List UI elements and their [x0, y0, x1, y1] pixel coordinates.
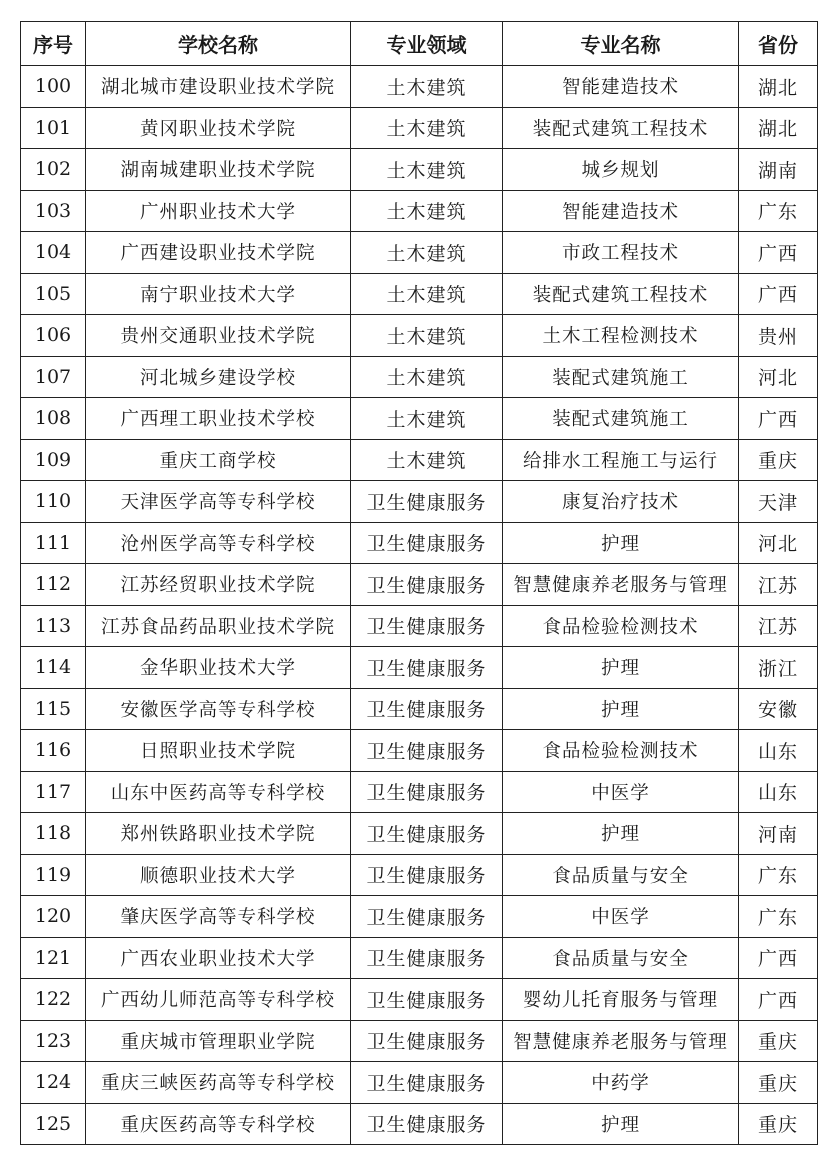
serial-number-cell: 104: [21, 232, 86, 274]
header-row: [21, 22, 818, 66]
school-name-cell: 肇庆医学高等专科学校: [86, 896, 351, 938]
table-row: [21, 522, 818, 564]
serial-number-cell: 111: [21, 522, 86, 564]
major-field-cell: 土木建筑: [351, 439, 503, 481]
header-province: 省份: [739, 22, 818, 66]
major-field-cell: 卫生健康服务: [351, 647, 503, 689]
province-cell: 湖北: [739, 107, 818, 149]
serial-number-cell: 117: [21, 771, 86, 813]
major-name-cell: 食品检验检测技术: [503, 730, 739, 772]
table-row: [21, 398, 818, 440]
serial-number-cell: 113: [21, 605, 86, 647]
province-cell: 贵州: [739, 315, 818, 357]
table-row: [21, 605, 818, 647]
province-cell: 广西: [739, 273, 818, 315]
table-row: [21, 979, 818, 1021]
serial-number-cell: 102: [21, 149, 86, 191]
major-field-cell: 土木建筑: [351, 232, 503, 274]
major-name-cell: 给排水工程施工与运行: [503, 439, 739, 481]
school-name-cell: 河北城乡建设学校: [86, 356, 351, 398]
school-name-cell: 南宁职业技术大学: [86, 273, 351, 315]
major-name-cell: 城乡规划: [503, 149, 739, 191]
serial-number-cell: 100: [21, 66, 86, 108]
table-row: [21, 1062, 818, 1104]
school-name-cell: 金华职业技术大学: [86, 647, 351, 689]
table-body: [21, 66, 818, 1145]
serial-number-cell: 109: [21, 439, 86, 481]
major-field-cell: 卫生健康服务: [351, 688, 503, 730]
major-name-cell: 智能建造技术: [503, 66, 739, 108]
header-major-name: 专业名称: [503, 22, 739, 66]
major-name-cell: 智能建造技术: [503, 190, 739, 232]
major-name-cell: 护理: [503, 813, 739, 855]
table-row: [21, 190, 818, 232]
major-field-cell: 土木建筑: [351, 315, 503, 357]
school-name-cell: 广州职业技术大学: [86, 190, 351, 232]
school-name-cell: 山东中医药高等专科学校: [86, 771, 351, 813]
major-name-cell: 土木工程检测技术: [503, 315, 739, 357]
serial-number-cell: 122: [21, 979, 86, 1021]
serial-number-cell: 115: [21, 688, 86, 730]
table-row: [21, 273, 818, 315]
major-name-cell: 装配式建筑工程技术: [503, 273, 739, 315]
school-name-cell: 江苏经贸职业技术学院: [86, 564, 351, 606]
serial-number-cell: 121: [21, 937, 86, 979]
major-name-cell: 护理: [503, 688, 739, 730]
major-field-cell: 卫生健康服务: [351, 564, 503, 606]
province-cell: 广东: [739, 190, 818, 232]
table-row: [21, 1020, 818, 1062]
province-cell: 广西: [739, 398, 818, 440]
school-major-table: [20, 21, 818, 1145]
table-row: [21, 232, 818, 274]
major-name-cell: 中医学: [503, 771, 739, 813]
table-row: [21, 481, 818, 523]
table-row: [21, 149, 818, 191]
major-name-cell: 装配式建筑工程技术: [503, 107, 739, 149]
table-row: [21, 107, 818, 149]
school-name-cell: 天津医学高等专科学校: [86, 481, 351, 523]
major-field-cell: 卫生健康服务: [351, 813, 503, 855]
serial-number-cell: 105: [21, 273, 86, 315]
school-name-cell: 黄冈职业技术学院: [86, 107, 351, 149]
serial-number-cell: 124: [21, 1062, 86, 1104]
province-cell: 江苏: [739, 564, 818, 606]
major-field-cell: 土木建筑: [351, 190, 503, 232]
serial-number-cell: 123: [21, 1020, 86, 1062]
school-name-cell: 广西幼儿师范高等专科学校: [86, 979, 351, 1021]
header-serial-number: 序号: [21, 22, 86, 66]
table-row: [21, 937, 818, 979]
province-cell: 山东: [739, 730, 818, 772]
province-cell: 广西: [739, 232, 818, 274]
serial-number-cell: 118: [21, 813, 86, 855]
school-name-cell: 广西建设职业技术学院: [86, 232, 351, 274]
major-field-cell: 土木建筑: [351, 107, 503, 149]
school-name-cell: 江苏食品药品职业技术学院: [86, 605, 351, 647]
table-row: [21, 813, 818, 855]
school-name-cell: 日照职业技术学院: [86, 730, 351, 772]
major-name-cell: 护理: [503, 1103, 739, 1145]
province-cell: 重庆: [739, 1062, 818, 1104]
school-name-cell: 湖南城建职业技术学院: [86, 149, 351, 191]
school-name-cell: 贵州交通职业技术学院: [86, 315, 351, 357]
province-cell: 江苏: [739, 605, 818, 647]
province-cell: 河北: [739, 356, 818, 398]
major-field-cell: 卫生健康服务: [351, 1020, 503, 1062]
serial-number-cell: 114: [21, 647, 86, 689]
table-row: [21, 564, 818, 606]
major-field-cell: 土木建筑: [351, 273, 503, 315]
major-field-cell: 卫生健康服务: [351, 605, 503, 647]
serial-number-cell: 125: [21, 1103, 86, 1145]
school-name-cell: 重庆城市管理职业学院: [86, 1020, 351, 1062]
province-cell: 广西: [739, 979, 818, 1021]
school-name-cell: 顺德职业技术大学: [86, 854, 351, 896]
serial-number-cell: 119: [21, 854, 86, 896]
major-field-cell: 卫生健康服务: [351, 979, 503, 1021]
province-cell: 广东: [739, 854, 818, 896]
school-name-cell: 广西农业职业技术大学: [86, 937, 351, 979]
major-name-cell: 食品质量与安全: [503, 854, 739, 896]
table-row: [21, 688, 818, 730]
major-name-cell: 婴幼儿托育服务与管理: [503, 979, 739, 1021]
table-row: [21, 730, 818, 772]
province-cell: 重庆: [739, 1103, 818, 1145]
serial-number-cell: 120: [21, 896, 86, 938]
province-cell: 浙江: [739, 647, 818, 689]
major-name-cell: 护理: [503, 522, 739, 564]
major-name-cell: 中药学: [503, 1062, 739, 1104]
province-cell: 安徽: [739, 688, 818, 730]
serial-number-cell: 107: [21, 356, 86, 398]
major-field-cell: 土木建筑: [351, 66, 503, 108]
school-name-cell: 湖北城市建设职业技术学院: [86, 66, 351, 108]
major-field-cell: 卫生健康服务: [351, 937, 503, 979]
major-name-cell: 市政工程技术: [503, 232, 739, 274]
major-name-cell: 中医学: [503, 896, 739, 938]
table-row: [21, 771, 818, 813]
major-name-cell: 装配式建筑施工: [503, 356, 739, 398]
major-name-cell: 食品检验检测技术: [503, 605, 739, 647]
table-row: [21, 1103, 818, 1145]
major-field-cell: 卫生健康服务: [351, 1062, 503, 1104]
serial-number-cell: 101: [21, 107, 86, 149]
table-row: [21, 356, 818, 398]
table-row: [21, 896, 818, 938]
province-cell: 广西: [739, 937, 818, 979]
header-major-field: 专业领域: [351, 22, 503, 66]
school-name-cell: 重庆工商学校: [86, 439, 351, 481]
province-cell: 河南: [739, 813, 818, 855]
province-cell: 湖南: [739, 149, 818, 191]
major-name-cell: 食品质量与安全: [503, 937, 739, 979]
table-row: [21, 439, 818, 481]
major-name-cell: 护理: [503, 647, 739, 689]
school-name-cell: 广西理工职业技术学校: [86, 398, 351, 440]
school-name-cell: 沧州医学高等专科学校: [86, 522, 351, 564]
serial-number-cell: 108: [21, 398, 86, 440]
province-cell: 湖北: [739, 66, 818, 108]
table-row: [21, 854, 818, 896]
serial-number-cell: 116: [21, 730, 86, 772]
province-cell: 山东: [739, 771, 818, 813]
serial-number-cell: 110: [21, 481, 86, 523]
major-name-cell: 康复治疗技术: [503, 481, 739, 523]
province-cell: 重庆: [739, 1020, 818, 1062]
major-field-cell: 土木建筑: [351, 398, 503, 440]
serial-number-cell: 106: [21, 315, 86, 357]
serial-number-cell: 103: [21, 190, 86, 232]
table-row: [21, 66, 818, 108]
major-field-cell: 卫生健康服务: [351, 1103, 503, 1145]
table-header: [21, 22, 818, 66]
province-cell: 广东: [739, 896, 818, 938]
province-cell: 河北: [739, 522, 818, 564]
serial-number-cell: 112: [21, 564, 86, 606]
major-field-cell: 卫生健康服务: [351, 730, 503, 772]
school-name-cell: 安徽医学高等专科学校: [86, 688, 351, 730]
school-name-cell: 重庆三峡医药高等专科学校: [86, 1062, 351, 1104]
major-field-cell: 土木建筑: [351, 149, 503, 191]
table-row: [21, 647, 818, 689]
major-field-cell: 卫生健康服务: [351, 481, 503, 523]
major-field-cell: 卫生健康服务: [351, 771, 503, 813]
major-field-cell: 卫生健康服务: [351, 896, 503, 938]
major-name-cell: 智慧健康养老服务与管理: [503, 564, 739, 606]
major-name-cell: 装配式建筑施工: [503, 398, 739, 440]
table-row: [21, 315, 818, 357]
province-cell: 重庆: [739, 439, 818, 481]
major-field-cell: 卫生健康服务: [351, 522, 503, 564]
school-name-cell: 重庆医药高等专科学校: [86, 1103, 351, 1145]
major-field-cell: 土木建筑: [351, 356, 503, 398]
header-school-name: 学校名称: [86, 22, 351, 66]
province-cell: 天津: [739, 481, 818, 523]
school-name-cell: 郑州铁路职业技术学院: [86, 813, 351, 855]
major-name-cell: 智慧健康养老服务与管理: [503, 1020, 739, 1062]
major-field-cell: 卫生健康服务: [351, 854, 503, 896]
